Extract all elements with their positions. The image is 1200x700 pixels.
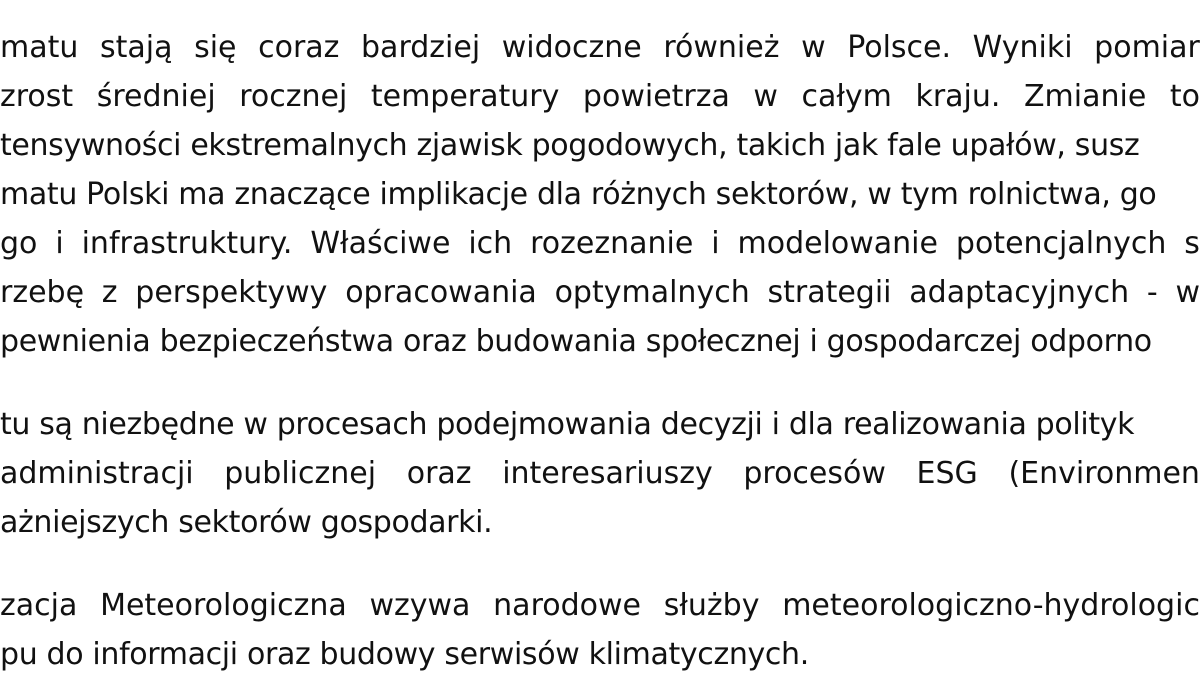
word: rozeznanie bbox=[530, 226, 694, 261]
word: Zmianie bbox=[1023, 79, 1147, 114]
paragraph-2-line-2 bbox=[0, 452, 1200, 496]
word: zrost bbox=[0, 79, 74, 114]
word: temperatury bbox=[370, 79, 560, 114]
word: zacja bbox=[0, 588, 78, 623]
word: kraju. bbox=[915, 79, 1001, 114]
paragraph-1-line-1 bbox=[0, 26, 1200, 70]
word: to bbox=[1169, 79, 1200, 114]
word: Meteorologiczna bbox=[100, 588, 347, 623]
word: strategii bbox=[767, 275, 892, 310]
word: i bbox=[711, 226, 720, 261]
word: optymalnych bbox=[554, 275, 750, 310]
word: się bbox=[194, 30, 237, 65]
word: s bbox=[1184, 226, 1200, 261]
paragraph-1-line-7: pewnienia bezpieczeństwa oraz budowania społecznej i gospodarczej odporno bbox=[0, 324, 1152, 359]
word: potencjalnych bbox=[955, 226, 1167, 261]
paragraph-2-line-1: tu są niezbędne w procesach podejmowania decyzji i dla realizowania polityk bbox=[0, 407, 1135, 442]
word: administracji bbox=[0, 456, 194, 491]
word: stają bbox=[99, 30, 173, 65]
word: w bbox=[753, 79, 778, 114]
word: średniej bbox=[96, 79, 216, 114]
word: rocznej bbox=[239, 79, 348, 114]
paragraph-3-line-2: pu do informacji oraz budowy serwisów klimatycznych. bbox=[0, 637, 809, 672]
word: narodowe bbox=[493, 588, 641, 623]
word: w bbox=[801, 30, 826, 65]
word: wzywa bbox=[369, 588, 471, 623]
word: (Environmen bbox=[1008, 456, 1200, 491]
word: coraz bbox=[258, 30, 340, 65]
word: meteorologiczno-hydrologic bbox=[782, 588, 1200, 623]
word: go bbox=[0, 226, 38, 261]
word: - bbox=[1146, 275, 1158, 310]
word: bardziej bbox=[361, 30, 481, 65]
word: ich bbox=[468, 226, 513, 261]
word: oraz bbox=[406, 456, 472, 491]
paragraph-1-line-5 bbox=[0, 222, 1200, 266]
word: interesariuszy bbox=[502, 456, 713, 491]
paragraph-1-line-6 bbox=[0, 271, 1200, 315]
paragraph-2-line-3: ażniejszych sektorów gospodarki. bbox=[0, 505, 493, 540]
paragraph-3-line-1 bbox=[0, 584, 1200, 628]
word: widoczne bbox=[501, 30, 642, 65]
word: procesów bbox=[743, 456, 886, 491]
word: rzebę bbox=[0, 275, 85, 310]
paragraph-1-line-2 bbox=[0, 75, 1200, 119]
word: powietrza bbox=[582, 79, 730, 114]
word: publicznej bbox=[224, 456, 377, 491]
word: adaptacyjnych bbox=[909, 275, 1130, 310]
word: ESG bbox=[916, 456, 978, 491]
word: Polsce. bbox=[847, 30, 952, 65]
word: matu bbox=[0, 30, 79, 65]
word: służby bbox=[663, 588, 760, 623]
word: i bbox=[55, 226, 64, 261]
word: modelowanie bbox=[737, 226, 938, 261]
word: Wyniki bbox=[972, 30, 1073, 65]
word: Właściwe bbox=[310, 226, 451, 261]
word: również bbox=[663, 30, 780, 65]
word: z bbox=[101, 275, 118, 310]
word: w bbox=[1175, 275, 1200, 310]
word: infrastruktury. bbox=[81, 226, 293, 261]
word: całym bbox=[801, 79, 892, 114]
word: opracowania bbox=[345, 275, 537, 310]
paragraph-1-line-3: tensywności ekstremalnych zjawisk pogodowych, takich jak fale upałów, susz bbox=[0, 128, 1140, 163]
word: pomiar bbox=[1094, 30, 1200, 65]
paragraph-1-line-4: matu Polski ma znaczące implikacje dla różnych sektorów, w tym rolnictwa, go bbox=[0, 177, 1157, 212]
word: perspektywy bbox=[135, 275, 328, 310]
